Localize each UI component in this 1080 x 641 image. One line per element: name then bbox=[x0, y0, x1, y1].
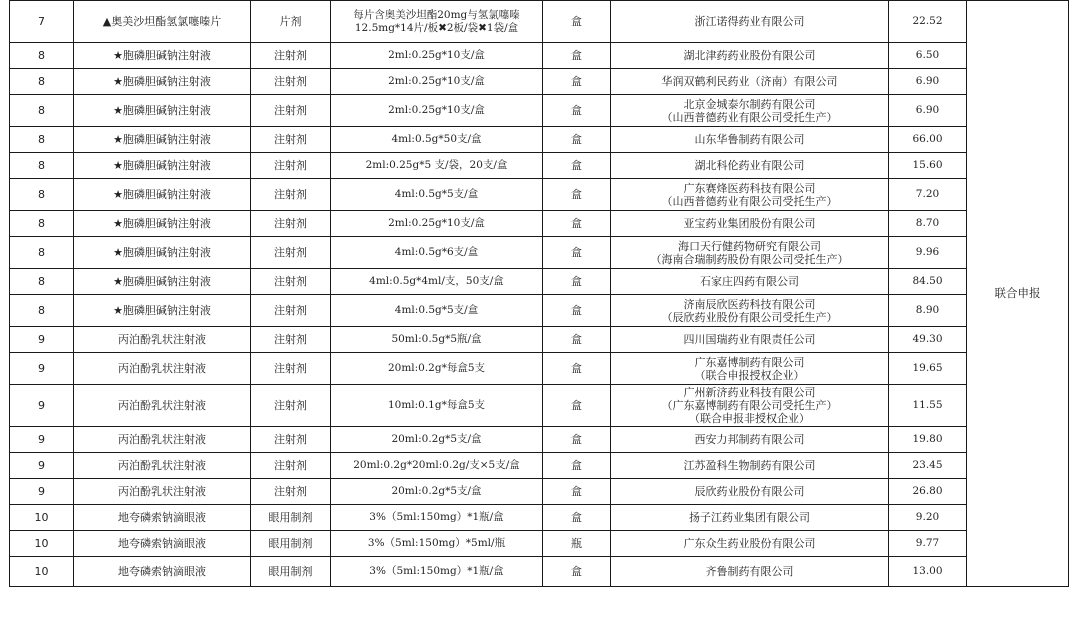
drug-name-cell: 丙泊酚乳状注射液 bbox=[74, 427, 251, 453]
company-line: 湖北津药药业股份有限公司 bbox=[683, 49, 816, 62]
table-row bbox=[10, 237, 1069, 269]
price-cell: 19.80 bbox=[889, 427, 967, 453]
dosage-form-cell: 注射剂 bbox=[251, 69, 331, 95]
spec-cell bbox=[331, 353, 543, 385]
dosage-form-cell: 注射剂 bbox=[251, 95, 331, 127]
dosage-form-cell: 注射剂 bbox=[251, 353, 331, 385]
price-cell: 11.55 bbox=[889, 385, 967, 427]
price-cell: 9.20 bbox=[889, 505, 967, 531]
spec-line: 4ml:0.5g*5支/盒 bbox=[394, 188, 479, 200]
table-row bbox=[10, 531, 1069, 557]
table-row bbox=[10, 69, 1069, 95]
spec-cell bbox=[331, 427, 543, 453]
company-cell bbox=[611, 479, 889, 505]
company-cell bbox=[611, 69, 889, 95]
drug-price-table bbox=[9, 0, 1069, 587]
spec-cell bbox=[331, 1, 543, 43]
drug-name-cell: ★胞磷胆碱钠注射液 bbox=[74, 95, 251, 127]
row-number-cell: 8 bbox=[10, 237, 74, 269]
row-number-cell: 9 bbox=[10, 385, 74, 427]
price-cell: 22.52 bbox=[889, 1, 967, 43]
unit-cell: 盒 bbox=[543, 427, 611, 453]
price-cell: 6.90 bbox=[889, 95, 967, 127]
company-line: 华润双鹤利民药业（济南）有限公司 bbox=[661, 75, 838, 88]
company-cell bbox=[611, 269, 889, 295]
spec-cell bbox=[331, 153, 543, 179]
company-line: 四川国瑞药业有限责任公司 bbox=[683, 333, 816, 346]
table-row bbox=[10, 43, 1069, 69]
company-cell bbox=[611, 211, 889, 237]
row-number-cell: 8 bbox=[10, 43, 74, 69]
dosage-form-cell: 注射剂 bbox=[251, 269, 331, 295]
unit-cell: 瓶 bbox=[543, 531, 611, 557]
unit-cell: 盒 bbox=[543, 295, 611, 327]
spec-line: 20ml:0.2g*5支/盒 bbox=[391, 433, 482, 445]
company-line: 北京金城泰尔制药有限公司 bbox=[683, 97, 816, 111]
row-number-cell: 8 bbox=[10, 69, 74, 95]
spec-line: 3%（5ml:150mg）*1瓶/盒 bbox=[369, 511, 504, 523]
table-row bbox=[10, 1, 1069, 43]
company-cell bbox=[611, 95, 889, 127]
dosage-form-cell: 注射剂 bbox=[251, 479, 331, 505]
company-line: 浙江诺得药业有限公司 bbox=[694, 15, 805, 28]
spec-line: 2ml:0.25g*10支/盒 bbox=[388, 49, 485, 61]
spec-cell bbox=[331, 453, 543, 479]
row-number-cell: 8 bbox=[10, 127, 74, 153]
table-row bbox=[10, 327, 1069, 353]
spec-cell bbox=[331, 269, 543, 295]
dosage-form-cell: 注射剂 bbox=[251, 453, 331, 479]
row-number-cell: 9 bbox=[10, 327, 74, 353]
dosage-form-cell: 注射剂 bbox=[251, 295, 331, 327]
row-number-cell: 10 bbox=[10, 531, 74, 557]
company-line: （广东嘉博制药有限公司受托生产） bbox=[661, 399, 838, 412]
spec-cell bbox=[331, 127, 543, 153]
company-line: （山西普德药业有限公司受托生产） bbox=[661, 110, 838, 124]
row-number-cell: 9 bbox=[10, 479, 74, 505]
unit-cell: 盒 bbox=[543, 453, 611, 479]
company-line: （海南合瑞制药股份有限公司受托生产） bbox=[650, 252, 849, 266]
company-line: （联合申报非授权企业） bbox=[689, 412, 810, 425]
company-line: （联合申报授权企业） bbox=[694, 368, 805, 382]
table-row bbox=[10, 385, 1069, 427]
spec-line: 4ml:0.5g*6支/盒 bbox=[394, 246, 479, 258]
table-row bbox=[10, 211, 1069, 237]
company-cell bbox=[611, 295, 889, 327]
spec-cell bbox=[331, 531, 543, 557]
spec-cell bbox=[331, 557, 543, 587]
company-cell bbox=[611, 179, 889, 211]
company-cell bbox=[611, 505, 889, 531]
table-row bbox=[10, 295, 1069, 327]
company-line: 济南辰欣医药科技有限公司 bbox=[683, 297, 816, 311]
company-cell bbox=[611, 453, 889, 479]
row-number-cell: 9 bbox=[10, 353, 74, 385]
dosage-form-cell: 注射剂 bbox=[251, 153, 331, 179]
price-cell: 9.96 bbox=[889, 237, 967, 269]
company-cell bbox=[611, 1, 889, 43]
drug-name-cell: 丙泊酚乳状注射液 bbox=[74, 327, 251, 353]
drug-name-cell: ★胞磷胆碱钠注射液 bbox=[74, 211, 251, 237]
dosage-form-cell: 注射剂 bbox=[251, 211, 331, 237]
row-number-cell: 8 bbox=[10, 153, 74, 179]
table-row bbox=[10, 95, 1069, 127]
company-line: （山西普德药业有限公司受托生产） bbox=[661, 194, 838, 208]
company-line: 亚宝药业集团股份有限公司 bbox=[683, 217, 816, 230]
drug-name-cell: 地夸磷索钠滴眼液 bbox=[74, 531, 251, 557]
unit-cell: 盒 bbox=[543, 127, 611, 153]
company-cell bbox=[611, 557, 889, 587]
spec-cell bbox=[331, 327, 543, 353]
company-line: 广东众生药业股份有限公司 bbox=[683, 537, 816, 550]
drug-name-cell: 丙泊酚乳状注射液 bbox=[74, 453, 251, 479]
drug-name-cell: ★胞磷胆碱钠注射液 bbox=[74, 43, 251, 69]
row-number-cell: 10 bbox=[10, 505, 74, 531]
unit-cell: 盒 bbox=[543, 327, 611, 353]
table-row bbox=[10, 127, 1069, 153]
company-cell bbox=[611, 385, 889, 427]
spec-cell bbox=[331, 295, 543, 327]
spec-line: 10ml:0.1g*每盒5支 bbox=[387, 399, 486, 411]
unit-cell: 盒 bbox=[543, 179, 611, 211]
table-row bbox=[10, 153, 1069, 179]
table-row bbox=[10, 427, 1069, 453]
row-number-cell: 10 bbox=[10, 557, 74, 587]
spec-line: 12.5mg*14片/板✖2板/袋✖1袋/盒 bbox=[354, 21, 519, 34]
table-row bbox=[10, 353, 1069, 385]
unit-cell: 盒 bbox=[543, 1, 611, 43]
table-row bbox=[10, 479, 1069, 505]
spec-cell bbox=[331, 385, 543, 427]
company-line: 山东华鲁制药有限公司 bbox=[694, 133, 805, 146]
dosage-form-cell: 眼用制剂 bbox=[251, 557, 331, 587]
dosage-form-cell: 片剂 bbox=[251, 1, 331, 43]
row-number-cell: 7 bbox=[10, 1, 74, 43]
company-line: 广东嘉博制药有限公司 bbox=[694, 355, 805, 369]
price-cell: 66.00 bbox=[889, 127, 967, 153]
row-number-cell: 8 bbox=[10, 211, 74, 237]
price-cell: 7.20 bbox=[889, 179, 967, 211]
drug-name-cell: ★胞磷胆碱钠注射液 bbox=[74, 69, 251, 95]
row-number-cell: 8 bbox=[10, 95, 74, 127]
company-cell bbox=[611, 327, 889, 353]
unit-cell: 盒 bbox=[543, 153, 611, 179]
company-line: 海口天行健药物研究有限公司 bbox=[678, 239, 821, 253]
company-line: 湖北科伦药业有限公司 bbox=[694, 159, 805, 172]
spec-line: 20ml:0.2g*5支/盒 bbox=[391, 485, 482, 497]
dosage-form-cell: 注射剂 bbox=[251, 427, 331, 453]
unit-cell: 盒 bbox=[543, 353, 611, 385]
row-number-cell: 8 bbox=[10, 179, 74, 211]
company-cell bbox=[611, 427, 889, 453]
company-line: 齐鲁制药有限公司 bbox=[705, 565, 794, 578]
table-row bbox=[10, 505, 1069, 531]
unit-cell: 盒 bbox=[543, 557, 611, 587]
spec-line: 20ml:0.2g*20ml:0.2g/支×5支/盒 bbox=[353, 459, 520, 471]
company-line: 广州新济药业科技有限公司 bbox=[683, 386, 816, 399]
price-cell: 13.00 bbox=[889, 557, 967, 587]
spec-line: 4ml:0.5g*4ml/支，50支/盒 bbox=[369, 275, 504, 287]
company-cell bbox=[611, 43, 889, 69]
company-cell bbox=[611, 237, 889, 269]
price-cell: 6.90 bbox=[889, 69, 967, 95]
unit-cell: 盒 bbox=[543, 95, 611, 127]
drug-name-cell: 丙泊酚乳状注射液 bbox=[74, 479, 251, 505]
company-line: 江苏盈科生物制药有限公司 bbox=[683, 459, 816, 472]
price-cell: 15.60 bbox=[889, 153, 967, 179]
spec-line: 2ml:0.25g*10支/盒 bbox=[388, 217, 485, 229]
spec-cell bbox=[331, 237, 543, 269]
unit-cell: 盒 bbox=[543, 269, 611, 295]
table-row bbox=[10, 269, 1069, 295]
spec-cell bbox=[331, 69, 543, 95]
company-line: （辰欣药业股份有限公司受托生产） bbox=[661, 310, 838, 324]
drug-name-cell: ★胞磷胆碱钠注射液 bbox=[74, 295, 251, 327]
table-row bbox=[10, 557, 1069, 587]
dosage-form-cell: 注射剂 bbox=[251, 237, 331, 269]
unit-cell: 盒 bbox=[543, 69, 611, 95]
row-number-cell: 8 bbox=[10, 295, 74, 327]
company-cell bbox=[611, 127, 889, 153]
unit-cell: 盒 bbox=[543, 505, 611, 531]
spec-line: 2ml:0.25g*10支/盒 bbox=[388, 75, 485, 87]
drug-name-cell: ★胞磷胆碱钠注射液 bbox=[74, 127, 251, 153]
price-cell: 6.50 bbox=[889, 43, 967, 69]
company-line: 西安力邦制药有限公司 bbox=[694, 433, 805, 446]
dosage-form-cell: 注射剂 bbox=[251, 179, 331, 211]
row-number-cell: 9 bbox=[10, 453, 74, 479]
spec-line: 50ml:0.5g*5瓶/盒 bbox=[391, 333, 482, 345]
unit-cell: 盒 bbox=[543, 211, 611, 237]
company-cell bbox=[611, 153, 889, 179]
price-cell: 8.70 bbox=[889, 211, 967, 237]
dosage-form-cell: 注射剂 bbox=[251, 385, 331, 427]
table-row bbox=[10, 453, 1069, 479]
spec-line: 3%（5ml:150mg）*1瓶/盒 bbox=[369, 565, 504, 577]
price-cell: 19.65 bbox=[889, 353, 967, 385]
spec-cell bbox=[331, 211, 543, 237]
table-row bbox=[10, 179, 1069, 211]
company-line: 石家庄四药有限公司 bbox=[700, 275, 799, 288]
row-number-cell: 9 bbox=[10, 427, 74, 453]
drug-name-cell: ★胞磷胆碱钠注射液 bbox=[74, 179, 251, 211]
spec-line: 每片含奥美沙坦酯20mg与氢氯噻嗪 bbox=[353, 8, 520, 21]
company-cell bbox=[611, 531, 889, 557]
unit-cell: 盒 bbox=[543, 237, 611, 269]
drug-name-cell: 地夸磷索钠滴眼液 bbox=[74, 505, 251, 531]
spec-line: 2ml:0.25g*5 支/袋，20支/盒 bbox=[365, 159, 508, 171]
spec-line: 20ml:0.2g*每盒5支 bbox=[387, 362, 486, 374]
spec-line: 4ml:0.5g*50支/盒 bbox=[391, 133, 482, 145]
spec-cell bbox=[331, 95, 543, 127]
dosage-form-cell: 注射剂 bbox=[251, 127, 331, 153]
unit-cell: 盒 bbox=[543, 43, 611, 69]
remark-cell: 联合申报 bbox=[967, 1, 1069, 587]
company-line: 辰欣药业股份有限公司 bbox=[694, 485, 805, 498]
unit-cell: 盒 bbox=[543, 479, 611, 505]
dosage-form-cell: 注射剂 bbox=[251, 327, 331, 353]
price-cell: 8.90 bbox=[889, 295, 967, 327]
dosage-form-cell: 眼用制剂 bbox=[251, 505, 331, 531]
price-cell: 84.50 bbox=[889, 269, 967, 295]
company-cell bbox=[611, 353, 889, 385]
spec-cell bbox=[331, 43, 543, 69]
price-cell: 49.30 bbox=[889, 327, 967, 353]
drug-name-cell: ★胞磷胆碱钠注射液 bbox=[74, 237, 251, 269]
drug-name-cell: 丙泊酚乳状注射液 bbox=[74, 385, 251, 427]
spec-cell bbox=[331, 505, 543, 531]
unit-cell: 盒 bbox=[543, 385, 611, 427]
spec-cell bbox=[331, 479, 543, 505]
company-line: 广东赛烽医药科技有限公司 bbox=[683, 181, 816, 195]
price-cell: 23.45 bbox=[889, 453, 967, 479]
drug-name-cell: 地夸磷索钠滴眼液 bbox=[74, 557, 251, 587]
spec-line: 4ml:0.5g*5支/盒 bbox=[394, 304, 479, 316]
dosage-form-cell: 眼用制剂 bbox=[251, 531, 331, 557]
spec-line: 2ml:0.25g*10支/盒 bbox=[388, 104, 485, 116]
row-number-cell: 8 bbox=[10, 269, 74, 295]
spec-line: 3%（5ml:150mg）*5ml/瓶 bbox=[367, 537, 506, 549]
spec-cell bbox=[331, 179, 543, 211]
price-cell: 26.80 bbox=[889, 479, 967, 505]
company-line: 扬子江药业集团有限公司 bbox=[689, 511, 810, 524]
drug-name-cell: 丙泊酚乳状注射液 bbox=[74, 353, 251, 385]
drug-name-cell: ▲奥美沙坦酯氢氯噻嗪片 bbox=[74, 1, 251, 43]
price-cell: 9.77 bbox=[889, 531, 967, 557]
dosage-form-cell: 注射剂 bbox=[251, 43, 331, 69]
drug-name-cell: ★胞磷胆碱钠注射液 bbox=[74, 153, 251, 179]
drug-name-cell: ★胞磷胆碱钠注射液 bbox=[74, 269, 251, 295]
